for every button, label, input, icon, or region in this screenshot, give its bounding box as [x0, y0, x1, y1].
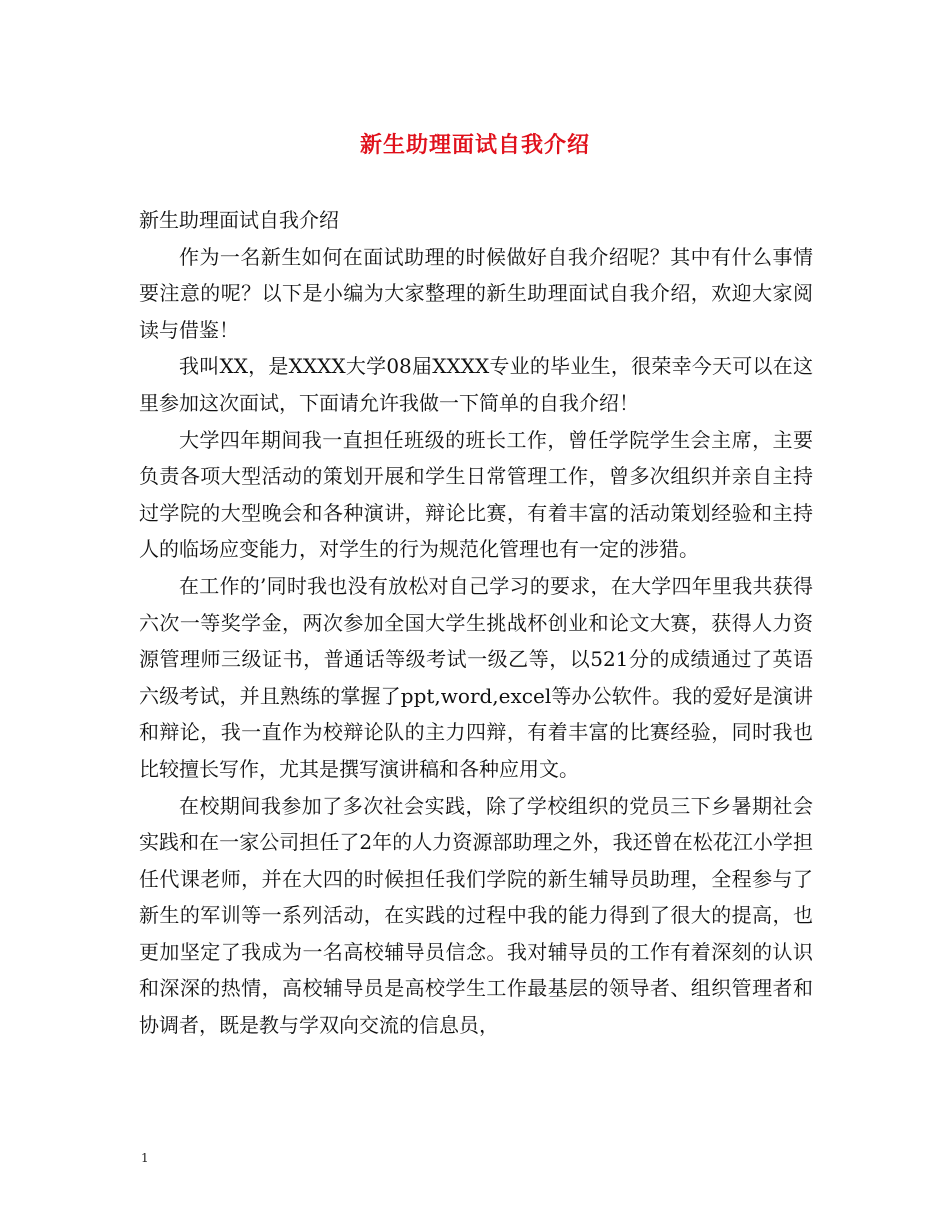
document-title: 新生助理面试自我介绍 [359, 132, 590, 158]
paragraph-study-achievements: 在工作的’同时我也没有放松对自己学习的要求，在大学四年里我共获得六次一等奖学金，两次参加全国大学生挑战杯创业和论文大赛，获得人力资源管理师三级证书，普通话等级考试一级乙等，以521分的成绩通过了英语六级考试，并且熟练的掌握了ppt,word,excel等办公软件。我的爱好是演讲和辩论，我一直作为校辩论队的主力四辩，有着丰富的比赛经验，同时我也比较擅长写作，尤其是撰写演讲稿和各种应用文。 [139, 573, 813, 781]
paragraph-intro: 作为一名新生如何在面试助理的时候做好自我介绍呢？其中有什么事情要注意的呢？以下是小编为大家整理的新生助理面试自我介绍，欢迎大家阅读与借鉴！ [139, 244, 813, 342]
document-body [139, 202, 813, 1044]
paragraph-class-monitor: 大学四年期间我一直担任班级的班长工作，曾任学院学生会主席，主要负责各项大型活动的策划开展和学生日常管理工作，曾多次组织并亲自主持过学院的大型晚会和各种演讲，辩论比赛，有着丰富的活动策划经验和主持人的临场应变能力，对学生的行为规范化管理也有一定的涉猎。 [139, 427, 813, 562]
page-number: 1 [141, 1151, 149, 1165]
paragraph-greeting: 我叫XX，是XXXX大学08届XXXX专业的毕业生，很荣幸今天可以在这里参加这次面试，下面请允许我做一下简单的自我介绍！ [139, 354, 813, 415]
document-subtitle: 新生助理面试自我介绍 [139, 208, 339, 232]
paragraph-social-practice: 在校期间我参加了多次社会实践，除了学校组织的党员三下乡暑期社会实践和在一家公司担任了2年的人力资源部助理之外，我还曾在松花江小学担任代课老师，并在大四的时候担任我们学院的新生辅导员助理，全程参与了新生的军训等一系列活动，在实践的过程中我的能力得到了很大的提高，也更加坚定了我成为一名高校辅导员信念。我对辅导员的工作有着深刻的认识和深深的热情，高校辅导员是高校学生工作最基层的领导者、组织管理者和协调者，既是教与学双向交流的信息员， [139, 793, 813, 1038]
